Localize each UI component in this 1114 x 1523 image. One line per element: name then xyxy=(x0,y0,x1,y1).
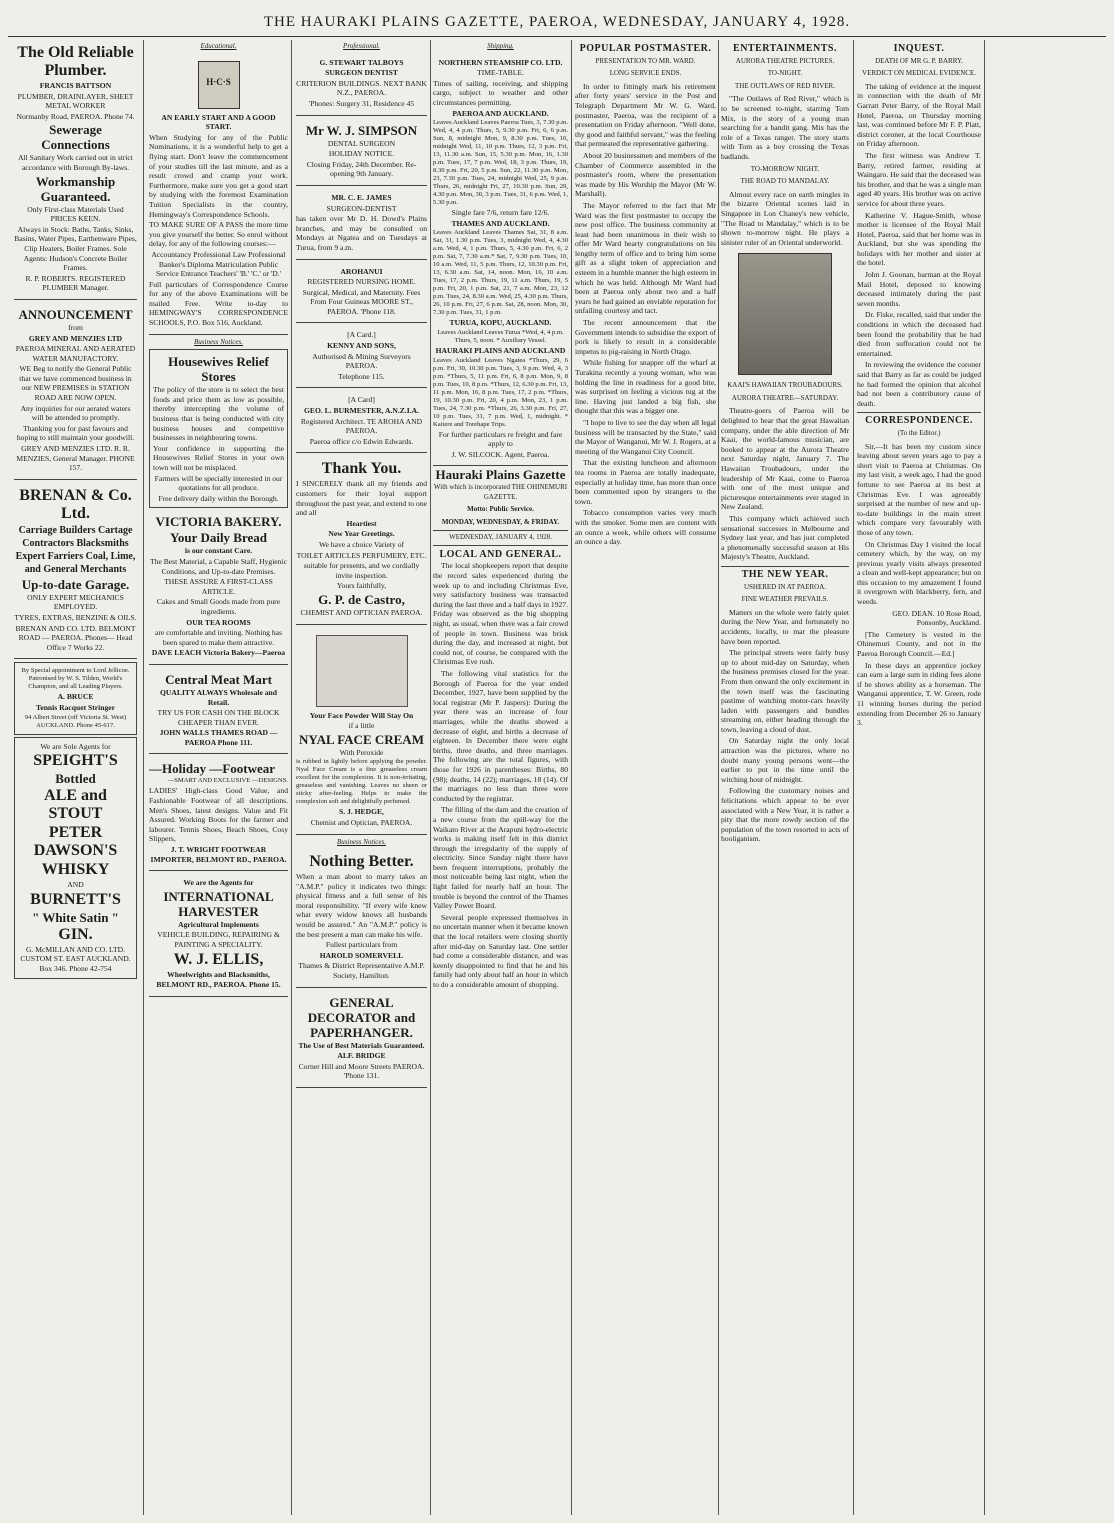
harvester-ad xyxy=(149,874,288,997)
ad-text: Accountancy Professional Law Professional Banker's Diploma Matriculation Public Service Entrance Teachers' 'B.' 'C.' or 'D.' xyxy=(151,249,286,279)
ad-text: from xyxy=(68,322,83,332)
article-subtitle: TO-NIGHT. xyxy=(767,69,803,78)
editor-note: [The Cemetery is vested in the Ohinemuri County, and not in the Paeroa Borough Council.—Ed.] xyxy=(857,629,981,659)
paragraph: The Mayor referred to the fact that Mr Ward was the first postmaster to occupy the new post office. The business community at least had been unanimous in their wish to offer Mr Ward hearty congratulations on his lengthy term of office and to bring him some gift as a slight token of appreciation and esteem in a humble manner the high esteem in which he was held. Although Mr Ward had been at Paeroa only about two and a half years he had gained an enviable reputation for unfailing courtesy and tact. xyxy=(575,200,716,316)
article-subtitle: THE OUTLAWS OF RED RIVER. xyxy=(735,81,835,90)
ad-text: VEHICLE BUILDING, REPAIRING & PAINTING A SPECIALITY. xyxy=(157,930,280,949)
ad-text: [A Card] xyxy=(348,395,375,405)
relief-stores-ad xyxy=(149,349,288,508)
logo-text: H·C·S xyxy=(206,76,231,87)
letter-signature: GEO. DEAN. 10 Rose Road, Ponsonby, Auckland. xyxy=(892,608,981,628)
ad-title: W. J. ELLIS, xyxy=(173,950,264,968)
ad-name: GREY AND MENZIES LTD xyxy=(28,333,123,343)
article-body xyxy=(721,608,849,844)
ad-text: By Special appointment to Lord Jellicoe. Patronised by W. S. Tilden, World's Champion, and all Leading Players. xyxy=(21,667,130,691)
ad-title: " White Satin " xyxy=(32,909,119,925)
ad-text: TOILET ARTICLES PERFUMERY, ETC. xyxy=(296,550,427,560)
ad-text: Any inquiries for our aerated waters will be attended to promptly. xyxy=(20,403,131,423)
ad-text: Telephone 115. xyxy=(338,371,385,381)
talboys-card xyxy=(296,54,427,116)
ad-name: FRANCIS BATTSON xyxy=(39,81,112,90)
ad-text: Corner Hill and Moore Streets PAEROA. 'Phone 131. xyxy=(298,1061,425,1081)
article-subtitle: (To the Editor.) xyxy=(897,428,941,437)
ad-title: BRENAN & Co. Ltd. xyxy=(19,486,132,522)
hemingway-ad xyxy=(149,54,288,335)
ad-title: Sewerage Connections xyxy=(41,122,110,153)
ad-title: Thank You. xyxy=(321,460,402,478)
ad-title: Bottled xyxy=(55,771,96,787)
ad-text: is our constant Care. xyxy=(184,546,253,556)
paragraph: While fishing for snapper off the wharf at Turakina recently a young woman, who was holding the line in readiness for a good bite, was surprised on feeling a vicious tug at the line. Having just landed a big fish, she thought that this was a bigger one. xyxy=(575,358,716,416)
ad-name: HAROLD SOMERVELL xyxy=(319,950,404,960)
article-subtitle: DEATH OF MR G. P. BARRY. xyxy=(875,56,963,65)
paragraph: The local shopkeepers report that despite the record sales experienced during the week up to and including Christmas Eve, very satisfactory business was transacted during the last three and a half days in 1927. Friday was observed as the big shopping night, as usual, when there was a fair crowd of people in town. Business was brisk during the day, and increased at night, but could not, of course, be compared with the Christmas Eve rush. xyxy=(433,561,568,667)
column-7 xyxy=(857,40,981,1515)
ad-title: NYAL FACE CREAM xyxy=(299,731,424,747)
ad-text: suitable for presents, and we cordially invite inspection. xyxy=(303,561,420,580)
ad-title: Nothing Better. xyxy=(309,853,414,871)
ad-text: With Peroxide xyxy=(339,747,384,757)
ad-text: For further particulars re freight and fare apply to xyxy=(438,429,563,449)
column-rule xyxy=(718,40,719,1515)
ad-text: REGISTERED NURSING HOME. xyxy=(307,277,416,287)
article-body xyxy=(857,82,981,409)
paragraph: Following the customary noises and felicitations which appear to be ever associated with a New Year, it is rather a pity that the more rowdy section of the population of the town resorted to acts of hooliganism. xyxy=(721,786,849,844)
paper-motto: Motto: Public Service. xyxy=(467,505,534,514)
announcement-ad xyxy=(14,303,137,480)
ad-title: AN EARLY START AND A GOOD START. xyxy=(161,112,276,132)
ad-text: R. P. ROBERTS. REGISTERED PLUMBER Manager. xyxy=(25,273,126,293)
woman-illustration-icon xyxy=(316,635,408,707)
paper-title: Hauraki Plains Gazette xyxy=(435,467,566,483)
column-rule xyxy=(853,40,854,1515)
ad-title: VICTORIA BAKERY. xyxy=(155,514,282,530)
article-subtitle: TO-MORROW NIGHT. xyxy=(750,164,820,173)
kenny-card xyxy=(296,326,427,388)
ad-text: G. McMILLAN AND CO. LTD. CUSTOM ST. EAST AUCKLAND. Box 346. Phone 42-754 xyxy=(20,944,131,973)
column-rule xyxy=(291,40,292,1515)
thank-you-ad xyxy=(296,456,427,624)
ad-text: Cakes and Small Goods made from pure ingredients. xyxy=(156,597,281,616)
paragraph: Theatre-goers of Paeroa will be delighted to hear that the great Hawaiian company, under the able direction of Mr Kaai, the world-famous musician, are booked to appear at the Aurora Theatre next Saturday night, January 7. The Hawaiian Troubadours, under the leadership of Mr Kaai, come to Paeroa with one of the most unique and picturesque entertainments ever staged in New Zealand. xyxy=(721,406,849,512)
ad-name: Mr W. J. SIMPSON xyxy=(305,122,418,138)
article-subtitle: FINE WEATHER PREVAILS. xyxy=(741,595,829,604)
ad-name: AROHANUI xyxy=(340,266,383,276)
amp-ad xyxy=(296,849,427,988)
column-1 xyxy=(14,40,137,1515)
ad-text: Authorised & Mining Surveyors PAEROA. xyxy=(312,351,411,371)
masthead-rule xyxy=(8,36,1106,37)
timetable-text: Leaves Auckland Leaves Paeroa Tues, 3, 7.30 p.m. Wed, 4, 4 p.m. Thurs, 5, 9.30 p.m. Fri, 6, 6 p.m. Sun, 8, midnight Mon, 9, 8.30 p.m. Tues, 10, midnight Wed, 11, 10 p.m. Thurs, 12, 3 p.m. Fri, 13, 11.30 a.m. Sun, 15, 5.30 p.m. Mon, 16, 1.30 p.m. Tues, 17, 7 p.m. Wed, 18, 3 p.m. Thurs, 19, 8.30 p.m. Fri, 20, 5 p.m. Sun, 22, 11.30 p.m. Mon, 23, 7.30 p.m. Tues, 24, midnight Wed, 25, 9 p.m. Thurs, 26, midnight Fri, 27, 10.30 p.m. Sun, 29, 4.30 p.m. Mon, 30, 3 p.m. Tues, 31, 6 p.m. Wed, 1, 5.30 p.m. xyxy=(433,119,568,207)
ad-name: G. STEWART TALBOYS xyxy=(319,57,404,67)
ad-text: is rubbed in lightly before applying the powder. Nyal Face Cream is a fine greaseless cream excellent for the complexion. It is non-irritating, greaseless and vanishing. Leaves no sheen or sticky after-feeling. Helps to make the complexion soft and delightfully perfumed. xyxy=(296,758,427,806)
ad-text: has taken over Mr D. H. Dowd's Plains branches, and may be consulted on Mondays at Ngatea and on Tuesdays at Turua, from 9 a.m. xyxy=(296,214,427,252)
section-label: Professional. xyxy=(343,42,380,50)
bruce-ad xyxy=(14,662,137,734)
paragraph: "I hope to live to see the day when all legal business will be transacted by the State," said the Mayor of Wanganui, Mr W. J. Rogers, at a meeting of the Wanganui City Council. xyxy=(575,417,716,456)
paragraph: In order to fittingly mark his retirement after forty years' service in the Post and Telegraph Department Mr W. G. Ward, postmaster, Paeroa, was the recipient of a presentation on Friday afternoon. "Well done, thy good and faithful servant," was the feeling that permeated the representative gathering. xyxy=(575,81,716,149)
paragraph: Katherine V. Hague-Smith, whose mother is licensee of the Royal Mail Hotel, Paeroa, said that her home was in Auckland, but she was spending the holidays with her mother and sister at the hotel. xyxy=(857,210,981,268)
article-subtitle: AURORA THEATRE—SATURDAY. xyxy=(731,393,839,402)
meat-mart-ad xyxy=(149,668,288,755)
paragraph: The recent announcement that the Government intends to subsidise the export of pork is likely to result in a considerable impetus to pig-raising in North Otago. xyxy=(575,318,716,356)
article-subtitle: THE ROAD TO MANDALAY. xyxy=(740,177,830,186)
ad-text: —SMART AND EXCLUSIVE —DESIGNS. xyxy=(167,777,288,785)
article-title: CORRESPONDENCE. xyxy=(857,412,981,426)
ad-text: QUALITY ALWAYS Wholesale and Retail. xyxy=(160,687,277,707)
ad-title: Your Face Powder Will Stay On xyxy=(309,710,414,720)
column-5 xyxy=(575,40,716,1515)
ad-text: Thames & District Representative A.M.P. Society, Hamilton. xyxy=(298,961,425,981)
ad-title: GENERAL DECORATOR and PAPERHANGER. xyxy=(307,994,416,1040)
ad-title: Housewives Relief Stores xyxy=(168,354,269,385)
section-label: Business Notices. xyxy=(194,337,243,346)
section-label: Educational. xyxy=(200,42,237,50)
ad-title: ALE and STOUT xyxy=(44,787,107,823)
ad-text: HOLIDAY NOTICE. xyxy=(328,149,395,159)
paragraph: Several people expressed themselves in no uncertain manner when it became known that the local retailers were closing shortly after mid-day on Saturday last. One settler had come a considerable distance, and was keenly disappointed to find that he and his family had only about half an hour in which to do a considerable amount of shopping. xyxy=(433,912,568,989)
ad-title: OUR TEA ROOMS xyxy=(186,617,251,627)
ad-text: When a man about to marry takes an "A.M.P." policy it indicates two things: physical fitness and a full sense of his moral responsibility. "If every wife knew what every widow knows all husbands would be assured." An "A.M.P." policy is the best present a man can make his wife. xyxy=(296,872,427,939)
ad-text: The Use of Best Materials Guaranteed. xyxy=(298,1040,425,1050)
ad-title: ANNOUNCEMENT xyxy=(18,306,133,322)
paragraph: On Christmas Day I visited the local cemetery which, by the way, on my previous yearly visits always presented a clean and well-kept appearance; but on this occasion to my amazement I found it overgrown with blackberry, fern, and weeds. xyxy=(857,539,981,607)
shipping-timetable xyxy=(433,54,568,467)
ad-text: Full particulars of Correspondence Course for any of the above Examinations will be mailed Free. Write to-day to HEMINGWAY'S CORRESPONDENCE SCHOOLS, P.O. Box 516, Auckland. xyxy=(149,279,288,328)
column-2 xyxy=(149,40,288,1515)
ad-text: Chemist and Optician, PAEROA. xyxy=(310,817,413,827)
article-subtitle: LONG SERVICE ENDS. xyxy=(609,69,682,78)
paragraph: Sir,—It has been my custom since leaving about seven years ago to pay a short visit to Paeroa at Christmas. On my last visit, a week ago, I had the good fortune to see Paeroa at its best at Christmas Eve. I was agreeably surprised at the number of new and up-to-date buildings in the main street which compare very favourably with those of any town. xyxy=(857,441,981,537)
ad-text: Wheelwrights and Blacksmiths, xyxy=(167,969,270,979)
ad-text: DAVE LEACH Victoria Bakery—Paeroa xyxy=(151,648,286,658)
decorator-ad xyxy=(296,991,427,1088)
ad-title: HAURAKI PLAINS AND AUCKLAND xyxy=(435,345,566,355)
column-3 xyxy=(296,40,427,1515)
ad-text: THESE ASSURE A FIRST-CLASS ARTICLE. xyxy=(164,577,273,596)
ad-text: The Best Material, a Capable Staff, Hygienic Conditions, and Up-to-date Premises. xyxy=(150,556,287,576)
ad-text: Times of sailing, receiving, and shipping cargo, subject to weather and other circumstances permitting. xyxy=(433,78,568,107)
column-6 xyxy=(721,40,849,1515)
ad-text: if a little xyxy=(348,721,375,731)
ad-text: J. T. WRIGHT FOOTWEAR IMPORTER, BELMONT RD., PAEROA. xyxy=(150,845,287,864)
ad-text: TYRES, EXTRAS, BENZINE & OILS. xyxy=(14,613,137,622)
ad-text: PLUMBER, DRAINLAYER, SHEET METAL WORKER xyxy=(17,91,134,111)
article-title: THE NEW YEAR. xyxy=(721,566,849,580)
article-title: ENTERTAINMENTS. xyxy=(733,43,837,54)
footwear-ad xyxy=(149,757,288,871)
paragraph: About 20 businessmen and members of the Chamber of Commerce assembled in the postmaster's room, where the presentation was made by His Worship the Mayor (Mr W. Marshall). xyxy=(575,150,716,199)
ad-text: CRITERION BUILDINGS. NEXT BANK N.Z., PAEROA. xyxy=(296,78,427,98)
ad-text: 'Phones: Surgery 31, Residence 45 xyxy=(308,98,415,108)
ad-text: Closing Friday, 24th December. Re-opening 9th January. xyxy=(306,159,417,179)
ad-text: Tennis Racquet Stringer xyxy=(35,702,116,712)
paragraph: The first witness was Andrew T. Barry, retired farmer, residing at Waingaro. He said that the deceased was his brother, and that he was a single man aged 40 years. His brother was on active service for about three years. xyxy=(857,150,981,208)
ad-text: BELMONT RD., PAEROA. Phone 15. xyxy=(156,980,281,990)
paragraph: In these days an apprentice jockey can earn a large sum in riding fees alone if he shows ability as a horseman. The Wanganui apprentice, T. W. Green, rode 11 winning horses during the period extending from December 26 to January 3. xyxy=(857,660,981,728)
ad-text: GREY AND MENZIES LTD. R. R. MENZIES, General Manager. PHONE 157. xyxy=(16,444,135,473)
ad-text: Registered Architect. TE AROHA AND PAEROA. xyxy=(300,416,423,436)
article-subtitle: USHERED IN AT PAEROA. xyxy=(743,582,827,591)
ad-text: All Sanitary Work carried out in strict accordance with Borough By-laws. xyxy=(18,153,133,172)
article-body xyxy=(575,82,716,547)
ad-text: LADIES' High-class Good Value, and Fashionable Footwear of all descriptions. Men's Shoes, latest designs. Value and Fit Assured. Working Boots for the farmer and labourer. Tennis Shoes, Beach Shoes, Cosy Slippers, xyxy=(149,786,288,844)
article-title: INQUEST. xyxy=(893,43,945,54)
ad-title: BURNETT'S xyxy=(30,890,121,908)
timetable-text: Leaves Auckland Leaves Ngatea *Thurs, 29, 6 p.m. Fri, 30, 10.30 p.m. Tues, 3, 9 p.m. Wed, 4, 3 p.m. *Thurs, 5, 11 p.m. Fri, 6, 8 p.m. Mon, 9, 8 p.m. Tues, 10, 8 p.m. *Thurs, 12, 6.30 p.m. Fri, 13, 11 p.m. Mon, 16, 8 p.m. Tues, 17, 2 p.m. *Thurs, 19, 10.30 p.m. Fri, 20, 4 p.m. Mon, 23, 1 p.m. Tues, 24, 7.30 p.m. *Thurs, 26, 3.30 p.m. Fri, 27, 10 p.m. Tues, 31, 7 p.m. Wed, 1, midnight. * Kaiiere and Torehape Trips. xyxy=(433,356,568,428)
ad-text: When Studying for any of the Public Nominations, it is a wonderful help to get a flying start. Don't leave the commencement of your studies till the last minute, and as a result crowd and cramp your work. Furthermore, make sure you get a good start by studying with the foremost Examination Tuition Specialists in the country, Hemingway's Correspondence Schools. xyxy=(149,132,288,219)
ad-text: I SINCERELY thank all my friends and customers for their loyal support throughout the past year, and extend to one and all xyxy=(296,479,427,518)
ad-title: TURUA, KOPU, AUCKLAND. xyxy=(449,318,552,328)
article-subtitle: VERDICT ON MEDICAL EVIDENCE. xyxy=(862,69,976,78)
paragraph: The filling of the dam and the creation of a new course from the spill-way for the Waikato River at the Arapuni hydro-electric works is making itself felt in this district through the irregularity of the supply of electricity. Since Sunday night there have been frequent interruptions, probably the most noticeable being last night, when the light failed for nearly half an hour. The trouble is beyond the control of the Thames Valley Power Board. xyxy=(433,805,568,911)
ad-title: INTERNATIONAL HARVESTER xyxy=(163,888,274,919)
ad-name: A. BRUCE xyxy=(57,692,94,702)
article-subtitle: PRESENTATION TO MR. WARD. xyxy=(595,56,696,65)
ad-name: MR. C. E. JAMES xyxy=(331,192,392,202)
ad-title: PETER DAWSON'S xyxy=(33,824,118,860)
article-subtitle: AURORA THEATRE PICTURES. xyxy=(735,56,835,65)
ad-title: WHISKY xyxy=(41,861,110,879)
ad-text: Fullest particulars from xyxy=(325,940,398,950)
ad-text: We are Sole Agents for xyxy=(40,741,111,751)
paper-date: WEDNESDAY, JANUARY 4, 1928. xyxy=(433,530,568,546)
column-rule xyxy=(571,40,572,1515)
paragraph: Almost every race on earth mingles in the bizarre Oriental scenes laid in Singapore in Lon Chaney's new vehicle, "The Road to Mandalay," which is to be shown to-morrow night. He plays a sinister ruler of an Oriental underworld. xyxy=(721,189,849,247)
paragraph: This company which achieved such sensational successes in Melbourne and Sydney last year, and has just completed a phenomenally successful season at His Majesty's Theatre, Auckland. xyxy=(721,514,849,562)
ad-name: GEO. L. BURMESTER, A.N.Z.I.A. xyxy=(304,406,419,416)
ad-text: Heartiest xyxy=(346,518,377,528)
ad-title: GIN. xyxy=(58,925,93,943)
paragraph: In reviewing the evidence the coroner said that Barry as far as could be judged he had formed the opinion that alcohol had not been a contributory cause of death. xyxy=(857,360,981,408)
plumber-ad xyxy=(14,40,137,300)
section-label: Shipping. xyxy=(487,42,514,50)
article-body xyxy=(721,190,849,248)
paragraph: The taking of evidence at the inquest in connection with the death of Mr Garratt Peter Barry, of the Royal Mail Hotel, Paeroa, on Thursday morning last, was continued before Mr F. P. Platt, district coroner, at the local Courthouse on Friday afternoon. xyxy=(857,81,981,149)
ad-text: TO MAKE SURE OF A PASS the more time you give yourself the better. So enrol without delay, for any of the following courses:— xyxy=(149,220,288,249)
ad-text: are comfortable and inviting. Nothing has been spared to make them attractive. xyxy=(155,628,282,647)
ad-text: J. W. SILCOCK. Agent, Paeroa. xyxy=(451,449,550,459)
ad-text: Surgical, Medical, and Maternity. Fees From Four Guineas MOORE ST., PAEROA. 'Phone 118. xyxy=(302,287,421,316)
ad-text: PAEROA MINERAL AND AERATED WATER MANUFACTORY. xyxy=(15,344,136,363)
james-card xyxy=(296,189,427,260)
ad-text: BRENAN AND CO. LTD. BELMONT ROAD — PAEROA. Phones— Head Office 7 Works 22. xyxy=(15,623,136,652)
article-body xyxy=(721,94,849,161)
ad-text: Thanking you for past favours and hoping to still maintain your goodwill. xyxy=(16,423,135,443)
article-title: POPULAR POSTMASTER. xyxy=(579,43,712,54)
paragraph: "The Outlaws of Red River," which is to be screened to-night, starring Tom Mix, is the story of a young man searching for a bandit gang. Mix has the role of a Texas ranger. The story starts with Tom as a boy crossing the Texas badlands. xyxy=(721,94,849,161)
photo-caption: KAAI'S HAWAIIAN TROUBADOURS. xyxy=(727,381,843,390)
ad-text: DENTAL SURGEON xyxy=(327,138,396,148)
paper-subtitle: With which is incorporated THE OHINEMURI GAZETTE. xyxy=(433,482,568,501)
nyal-cream-ad xyxy=(296,628,427,835)
arohanui-card xyxy=(296,263,427,324)
burmester-card xyxy=(296,391,427,453)
ad-text: We are the Agents for xyxy=(183,878,254,888)
ad-text: Your confidence in supporting the Housewives Relief Stores in your own town will not be misplaced. xyxy=(153,443,284,472)
ad-title: The Old Reliable Plumber. xyxy=(17,44,134,79)
ad-title: Your Daily Bread xyxy=(169,530,268,546)
section-label: Business Notices. xyxy=(337,837,386,846)
masthead: THE HAURAKI PLAINS GAZETTE, PAEROA, WEDNESDAY, JANUARY 4, 1928. xyxy=(263,14,851,30)
troubadour-photo xyxy=(738,253,832,375)
column-4 xyxy=(433,40,568,1515)
column-rule xyxy=(143,40,144,1515)
ad-text: Free delivery daily within the Borough. xyxy=(158,493,279,503)
ad-name: G. P. de Castro, xyxy=(318,591,405,607)
paragraph: That the existing luncheon and afternoon tea rooms in Paeroa are totally inadequate, especially at holiday time, has more than once been commented upon by strangers to the town. xyxy=(575,458,716,506)
paragraph: John J. Goonan, barman at the Royal Mail Hotel, deposed to knowing deceased intimately during the past seven months. xyxy=(857,270,981,308)
ad-text: New Year Greetings. xyxy=(328,529,395,539)
ad-text: SURGEON DENTIST xyxy=(325,68,398,78)
ad-title: SPEIGHT'S xyxy=(33,752,118,770)
ad-text: WE Beg to notify the General Public that we have commenced business in our NEW PREMISES in STATION ROAD ARE NOW OPEN. xyxy=(19,364,132,403)
ad-text: SURGEON-DENTIST xyxy=(326,203,397,213)
ad-text: TRY US FOR CASH ON THE BLOCK CHEAPER THAN EVER. xyxy=(157,708,280,727)
ad-text: Agricultural Implements xyxy=(178,919,259,929)
ad-name: S. J. HEDGE, xyxy=(339,807,384,817)
column-rule xyxy=(430,40,431,1515)
ad-text: Farmers will be specially interested in our quotations for all produce. xyxy=(154,473,283,493)
ad-text: CHEMIST AND OPTICIAN PAEROA. xyxy=(300,607,423,617)
paragraph: The following vital statistics for the Borough of Paeroa for the year ended December, 1927, have been supplied by the local registrar (Mr P. Jaspers): During the year there was an increase of four marriages, while the deaths showed a decrease of eight, and births a decrease of eighteen. In December there were eight births, three deaths, and three marriages. The following are the total figures, with those for 1926 in parentheses: Births, 80 (98); deaths, 14 (22); marriages, 18 (14). Of the marriages no less than three were conducted by the registrar. xyxy=(433,669,568,803)
article-body xyxy=(857,442,981,728)
ad-text: Normanby Road, PAEROA. Phone 74. xyxy=(16,111,135,121)
article-body xyxy=(721,406,849,562)
ad-name: KENNY AND SONS, xyxy=(327,341,396,351)
ad-title: Workmanship Guaranteed. xyxy=(35,173,116,204)
ad-title: THAMES AND AUCKLAND. xyxy=(451,218,550,228)
ad-text: Paeroa office c/o Edwin Edwards. xyxy=(309,436,414,446)
article-body xyxy=(433,561,568,989)
paragraph: On Saturday night the only local attraction was the pictures, where no doubt many young persons went—the earlier to put in the time until the witching hour of midnight. xyxy=(721,736,849,784)
ad-title: NORTHERN STEAMSHIP CO. LTD. xyxy=(438,57,563,67)
ad-text: The policy of the store is to select the best foods and price them as low as possible, thereby intercepting the volume of business that is being conducted with city business houses and competitive businesses in neighbouring towns. xyxy=(153,385,284,443)
ad-text: JOHN WALLS THAMES ROAD — PAEROA Phone 111. xyxy=(159,728,278,747)
paragraph: Tobacco consumption varies very much with the smoker. Some men are content with an ounce a week, while others will consume an ounce a day. xyxy=(575,508,716,547)
timetable-text: Leaves Auckland Leaves Thames Sat, 31, 8 a.m. Sat, 31, 1.30 p.m. Tues, 3, midnight Wed, 4, 4.30 a.m. Wed, 4, 1 p.m. Thurs, 5, 4.30 p.m. Fri, 6, 2 p.m. Sat, 7, 7.30 a.m.* Sat, 7, 9.30 p.m. Tues, 10, 10 a.m. Wed, 11, 5 p.m. Thurs, 12, 10.30 p.m. Fri, 13, 6.30 a.m. Sat, 14, noon. Mon, 16, 10 a.m. Tues, 17, 2 p.m. Thurs, 19, 11 a.m. Thurs, 19, 5 p.m. Fri, 20, 1 p.m. Sat, 21, 7 a.m. Mon, 23, 12 p.m. Tues, 24, 8.30 a.m. Wed, 25, 4.30 p.m. Thurs, 26, 10 p.m. Fri, 27, 6 p.m. Sat, 28, noon. Mon, 30, 7.30 p.m. Tues, 31, 1 p.m. xyxy=(433,229,568,317)
ad-text: Only First-class Materials Used PRICES KEEN. xyxy=(27,204,124,224)
ad-title: —Holiday —Footwear xyxy=(149,761,276,777)
paragraph: Dr. Fiske, recalled, said that under the conditions in which the deceased had been found the probability that he had died from suffocation could not be entertained. xyxy=(857,310,981,358)
ad-text: We have a choice Variety of xyxy=(318,539,405,549)
ad-title: PAEROA AND AUCKLAND. xyxy=(452,108,549,118)
ad-text: TIME-TABLE. xyxy=(477,68,524,78)
ad-title: Central Meat Mart xyxy=(165,671,272,687)
ad-text: 94 Albert Street (off Victoria St. West) AUCKLAND. Phone 45-617. xyxy=(24,713,127,729)
column-rule xyxy=(984,40,985,1515)
ad-text: Always in Stock: Baths, Tanks, Sinks, Basins, Water Pipes, Earthenware Pipes, Clip Heaters, Boiler Frames. Sole Agents: Hudson's Concrete Boiler Frames. xyxy=(14,224,137,273)
paragraph: The principal streets were fairly busy up to about mid-day on Saturday, when the business premises closed for the year. From then onward the only excitement in the town itself was the fascinating pastime of watching motor-cars heavily laden with passengers and bundles streaming on, either heading through the town, leaving a cloud of dust. xyxy=(721,648,849,734)
brenan-ad xyxy=(14,483,137,660)
paper-days: MONDAY, WEDNESDAY, & FRIDAY. xyxy=(441,517,560,526)
sole-agents-ad xyxy=(14,737,137,979)
ad-text: Carriage Builders Cartage Contractors Blacksmiths Expert Farriers Coal, Lime, and General Merchants xyxy=(15,524,136,575)
timetable-text: Leaves Auckland Leaves Turua *Wed, 4, 4 p.m. Thurs, 5, noon. * Auxiliary Vessel. xyxy=(437,328,564,344)
ad-text: Yours faithfully, xyxy=(336,581,387,591)
article-title: LOCAL AND GENERAL. xyxy=(439,548,562,560)
bakery-ad xyxy=(149,510,288,665)
ad-name: ALF. BRIDGE xyxy=(337,1051,386,1061)
ad-text: Single fare 7/6, return fare 12/6. xyxy=(451,208,550,218)
ad-title: Up-to-date Garage. xyxy=(21,576,130,592)
ad-text: [A Card.] xyxy=(347,330,376,340)
ad-text: ONLY EXPERT MECHANICS EMPLOYED. xyxy=(27,592,124,612)
simpson-card xyxy=(296,119,427,186)
school-logo-icon xyxy=(198,61,240,109)
ad-text: AND xyxy=(67,880,84,890)
paragraph: Matters on the whole were fairly quiet during the New Year, and fortunately no accidents, locally, to mar the pleasure have been reported. xyxy=(721,607,849,646)
